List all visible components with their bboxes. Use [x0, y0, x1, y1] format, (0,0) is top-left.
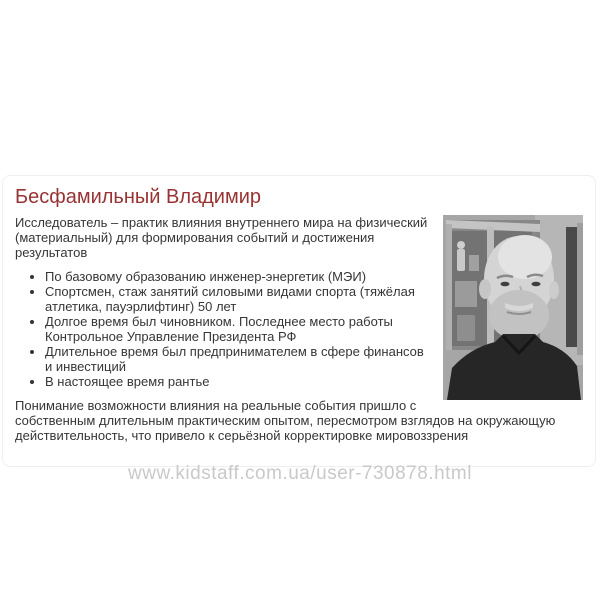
- outro-paragraph: Понимание возможности влияния на реальные события пришло с собственным длительным практическим опытом, пересмотром взглядов на окружающую действительность, что привело к серьёзной корректировке мировоззрения: [15, 398, 556, 443]
- list-item: • По базовому образованию инженер-энергетик (МЭИ): [45, 269, 583, 284]
- profile-card: [2, 175, 596, 467]
- profile-photo: [443, 215, 583, 400]
- watermark-url: www.kidstaff.com.ua/user-730878.html: [128, 463, 472, 484]
- intro-paragraph: Исследователь – практик влияния внутреннего мира на физический (материальный) для формирования событий и достижения результатов: [15, 215, 428, 260]
- portrait-image: [443, 215, 583, 400]
- list-item: • В настоящее время рантье: [45, 374, 583, 389]
- profile-name-heading: Бесфамильный Владимир: [15, 186, 262, 208]
- profile-description: [15, 215, 583, 443]
- list-item: • Длительное время был предпринимателем в сфере финансов и инвестиций: [45, 344, 583, 374]
- list-item: • Спортсмен, стаж занятий силовыми видами спорта (тяжёлая атлетика, пауэрлифтинг) 50 лет: [45, 284, 583, 314]
- list-item: • Долгое время был чиновником. Последнее место работы Контрольное Управление Президента РФ: [45, 314, 583, 344]
